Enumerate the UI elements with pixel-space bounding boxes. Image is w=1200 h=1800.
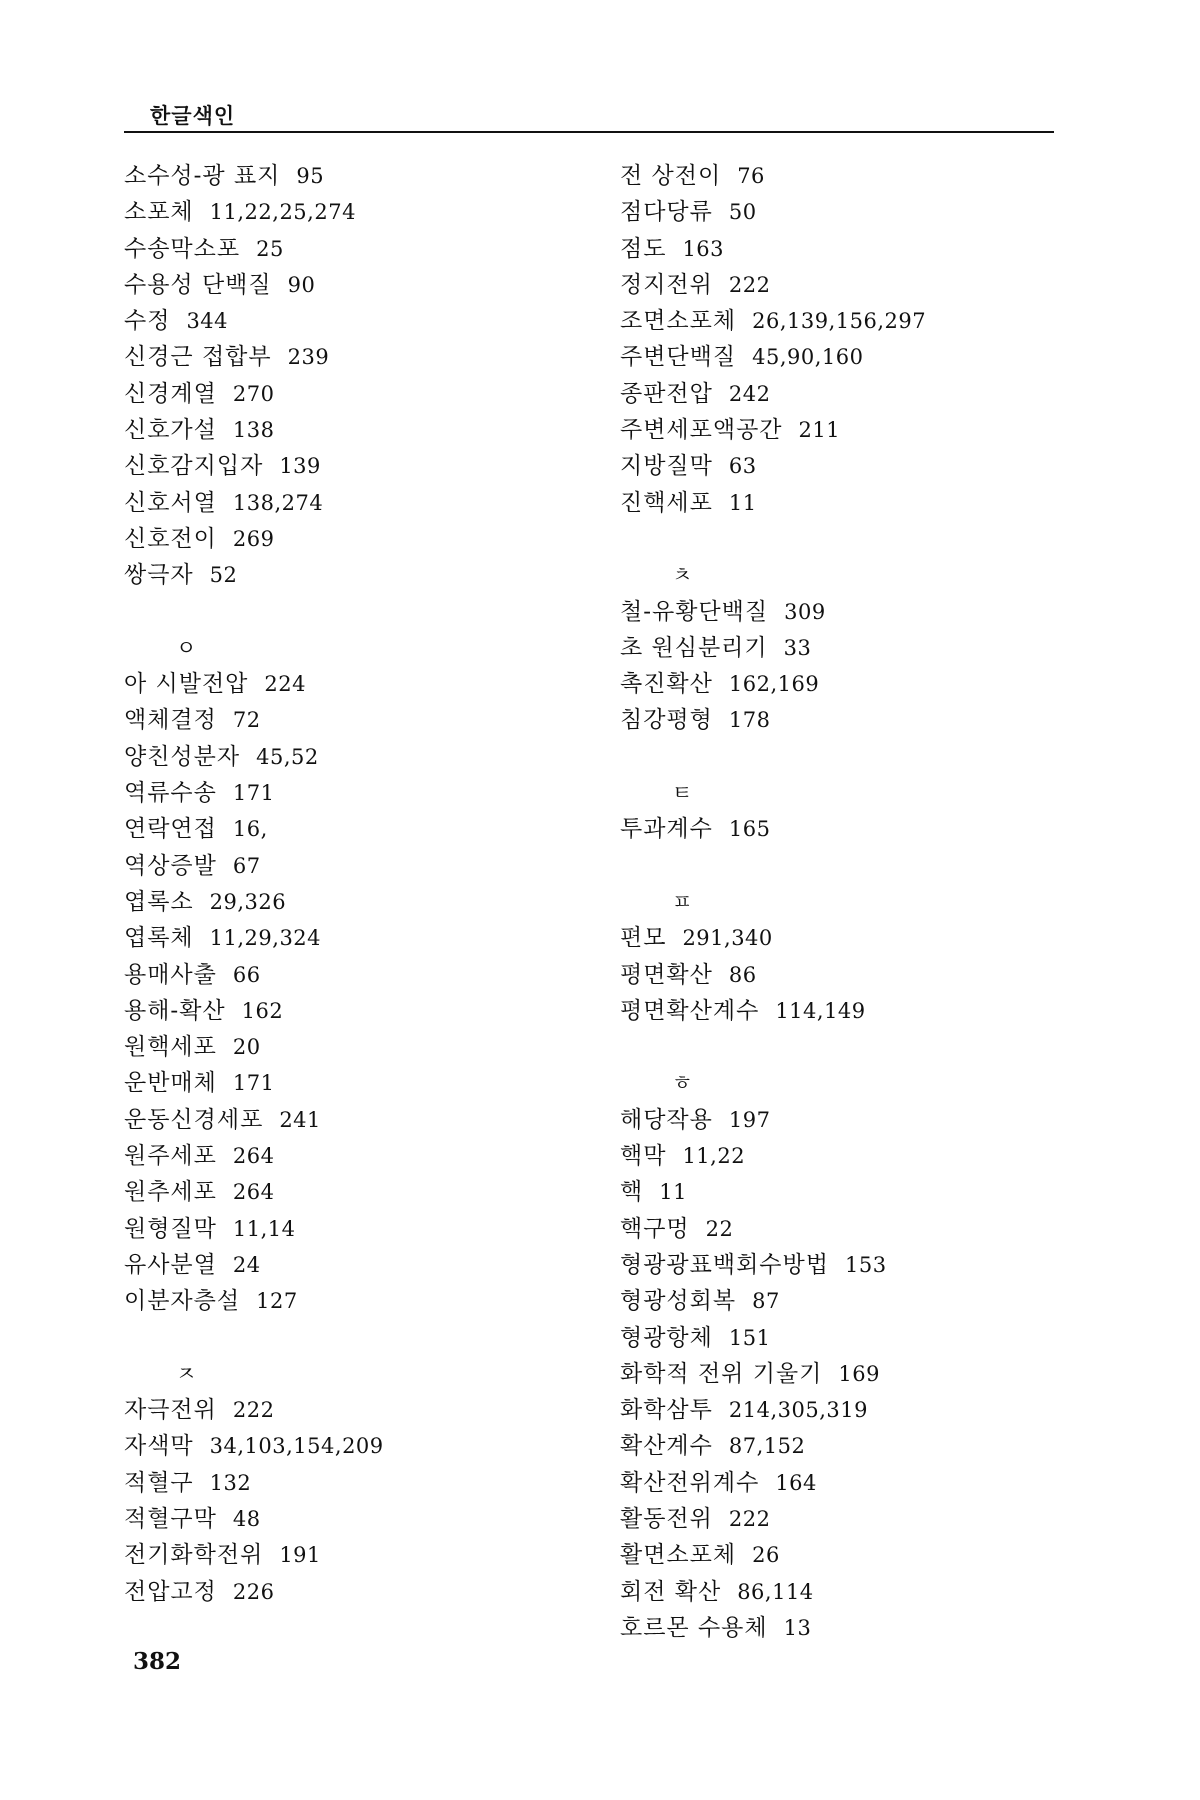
index-entry <box>124 557 584 593</box>
index-entry <box>124 848 584 884</box>
page-references: 11,22 <box>682 1144 746 1169</box>
page-references: 29,326 <box>209 889 287 914</box>
index-entry <box>620 1211 1080 1247</box>
page-references: 178 <box>728 708 771 733</box>
index-entry <box>124 1501 584 1537</box>
entry-group <box>620 920 1080 1029</box>
index-term: 수송막소포 <box>124 235 241 262</box>
index-term: 호르몬 수용체 <box>620 1614 768 1641</box>
index-term: 역상증발 <box>124 852 217 879</box>
page-references: 171 <box>232 1071 275 1096</box>
index-entry <box>124 1029 584 1065</box>
index-term: 용매사출 <box>124 961 217 988</box>
index-term: 자색막 <box>124 1433 194 1460</box>
index-entry <box>124 231 584 267</box>
page-references: 90 <box>287 272 316 297</box>
index-entry <box>620 1501 1080 1537</box>
page-references: 33 <box>783 635 812 660</box>
page-references: 86,114 <box>737 1579 814 1604</box>
index-term: 활동전위 <box>620 1505 713 1532</box>
section-gap <box>620 739 1080 775</box>
page-references: 72 <box>232 708 261 733</box>
index-entry <box>124 1537 584 1573</box>
index-term: 자극전위 <box>124 1397 217 1424</box>
index-term: 신호서열 <box>124 489 217 516</box>
index-entry <box>620 485 1080 521</box>
page-references: 11,29,324 <box>209 926 322 951</box>
page-references: 138 <box>232 418 275 443</box>
entry-group <box>124 666 584 1319</box>
page-references: 52 <box>209 563 238 588</box>
index-term: 액체결정 <box>124 707 217 734</box>
entry-group <box>620 1102 1080 1646</box>
page-references: 34,103,154,209 <box>209 1434 384 1459</box>
index-term: 주변단백질 <box>620 344 737 371</box>
index-entry <box>620 957 1080 993</box>
index-entry <box>620 1174 1080 1210</box>
page-references: 25 <box>256 236 284 261</box>
index-entry <box>620 339 1080 375</box>
page-references: 87 <box>752 1289 780 1314</box>
index-entry <box>124 376 584 412</box>
page-references: 11,22,25,274 <box>209 200 356 225</box>
page-references: 162 <box>241 998 284 1023</box>
index-term: 촉진확산 <box>620 671 713 698</box>
entry-group <box>124 1392 584 1610</box>
index-term: 양친성분자 <box>124 743 241 770</box>
entry-group <box>620 158 1080 521</box>
page-references: 138,274 <box>232 490 324 515</box>
page-references: 269 <box>232 526 275 551</box>
index-term: 역류수송 <box>124 780 217 807</box>
page-references: 11,14 <box>232 1216 296 1241</box>
index-entry <box>124 1247 584 1283</box>
index-entry <box>620 303 1080 339</box>
index-entry <box>620 993 1080 1029</box>
index-term: 화학삼투 <box>620 1397 713 1424</box>
index-entry <box>620 194 1080 230</box>
index-entry <box>620 1356 1080 1392</box>
page-references: 26 <box>752 1543 780 1568</box>
page-references: 211 <box>798 418 841 443</box>
index-term: 형광항체 <box>620 1324 713 1351</box>
page-references: 50 <box>728 200 757 225</box>
index-term: 전압고정 <box>124 1578 217 1605</box>
index-entry <box>124 1174 584 1210</box>
index-term: 침강평형 <box>620 707 713 734</box>
index-term: 핵 <box>620 1179 644 1206</box>
page-references: 197 <box>728 1107 771 1132</box>
index-term: 확산계수 <box>620 1433 713 1460</box>
page-references: 242 <box>728 381 771 406</box>
index-term: 운동신경세포 <box>124 1106 264 1133</box>
index-entry <box>620 630 1080 666</box>
index-term: 핵구멍 <box>620 1215 690 1242</box>
page-references: 26,139,156,297 <box>752 309 927 334</box>
page-references: 226 <box>232 1579 275 1604</box>
index-term: 점도 <box>620 235 667 262</box>
index-term: 신호감지입자 <box>124 453 264 480</box>
index-term: 확산전위계수 <box>620 1469 760 1496</box>
index-entry <box>124 920 584 956</box>
page-references: 45,52 <box>256 744 319 769</box>
page-references: 48 <box>232 1506 261 1531</box>
index-entry <box>124 412 584 448</box>
index-term: 형광광표백회수방법 <box>620 1251 829 1278</box>
index-term: 주변세포액공간 <box>620 417 783 444</box>
index-entry <box>620 811 1080 847</box>
page-references: 66 <box>232 962 261 987</box>
page-references: 264 <box>232 1180 275 1205</box>
index-entry <box>124 1428 584 1464</box>
index-entry <box>124 811 584 847</box>
page-references: 241 <box>279 1107 321 1132</box>
index-entry <box>124 702 584 738</box>
page-references: 87,152 <box>728 1434 806 1459</box>
section-gap <box>124 1320 584 1356</box>
index-entry <box>620 702 1080 738</box>
index-term: 회전 확산 <box>620 1578 722 1605</box>
index-term: 신경근 접합부 <box>124 344 272 371</box>
page-references: 224 <box>264 672 306 697</box>
index-entry <box>124 993 584 1029</box>
page-references: 264 <box>232 1144 275 1169</box>
entry-group <box>620 811 1080 847</box>
page-references: 222 <box>232 1398 275 1423</box>
index-entry <box>124 957 584 993</box>
index-entry <box>124 1574 584 1610</box>
page-references: 222 <box>728 272 771 297</box>
index-term: 엽록체 <box>124 925 194 952</box>
page-references: 239 <box>287 345 330 370</box>
running-head: 한글색인 <box>150 104 236 128</box>
page-references: 309 <box>784 599 826 624</box>
index-term: 수정 <box>124 308 171 335</box>
index-term: 철-유황단백질 <box>620 598 769 625</box>
section-gap <box>620 521 1080 557</box>
index-entry <box>620 376 1080 412</box>
index-term: 조면소포체 <box>620 308 737 335</box>
index-term: 이분자층설 <box>124 1288 241 1315</box>
index-term: 원형질막 <box>124 1215 217 1242</box>
index-term: 전 상전이 <box>620 163 722 189</box>
index-term: 형광성회복 <box>620 1288 737 1315</box>
index-entry <box>620 267 1080 303</box>
index-term: 신경계열 <box>124 380 217 407</box>
index-entry <box>620 1465 1080 1501</box>
page-references: 16, <box>232 817 268 842</box>
section-heading-ieung: ㅇ <box>176 635 197 660</box>
index-entry <box>620 1283 1080 1319</box>
index-entry <box>124 739 584 775</box>
index-entry <box>620 594 1080 630</box>
index-entry <box>124 1138 584 1174</box>
index-term: 진핵세포 <box>620 489 713 516</box>
page-references: 163 <box>682 236 725 261</box>
page-references: 270 <box>232 381 275 406</box>
entry-group <box>620 594 1080 739</box>
index-entry <box>124 485 584 521</box>
page-references: 191 <box>279 1543 321 1568</box>
index-term: 용해-확산 <box>124 997 226 1024</box>
index-term: 점다당류 <box>620 199 713 226</box>
page-references: 76 <box>737 164 765 188</box>
section-gap <box>620 848 1080 884</box>
index-entry <box>124 1392 584 1428</box>
index-term: 적혈구막 <box>124 1505 217 1532</box>
page-references: 344 <box>186 309 229 334</box>
index-term: 아 시발전압 <box>124 671 249 698</box>
entry-group <box>124 158 584 594</box>
index-entry <box>124 521 584 557</box>
index-term: 평면확산 <box>620 961 713 988</box>
index-term: 운반매체 <box>124 1070 217 1097</box>
page-number: 382 <box>133 1648 182 1675</box>
index-entry <box>124 666 584 702</box>
index-entry <box>124 1283 584 1319</box>
index-term: 원추세포 <box>124 1179 217 1206</box>
index-entry <box>620 231 1080 267</box>
page-references: 127 <box>256 1289 298 1314</box>
index-entry <box>124 158 584 194</box>
page-references: 214,305,319 <box>728 1398 868 1423</box>
index-term: 신호전이 <box>124 525 217 552</box>
index-term: 엽록소 <box>124 888 194 915</box>
index-term: 지방질막 <box>620 453 713 480</box>
page-references: 67 <box>232 853 261 878</box>
index-term: 쌍극자 <box>124 562 194 589</box>
page-references: 24 <box>232 1252 261 1277</box>
index-entry <box>620 920 1080 956</box>
page-references: 222 <box>728 1506 771 1531</box>
index-term: 해당작용 <box>620 1106 713 1133</box>
index-term: 소포체 <box>124 199 194 226</box>
section-heading-chieut: ㅊ <box>672 563 693 588</box>
page-references: 20 <box>232 1035 261 1060</box>
index-term: 초 원심분리기 <box>620 634 768 661</box>
index-entry <box>124 1211 584 1247</box>
index-term: 종판전압 <box>620 380 713 407</box>
page-references: 165 <box>728 817 771 842</box>
index-term: 수용성 단백질 <box>124 271 272 298</box>
index-term: 원핵세포 <box>124 1034 217 1061</box>
page-references: 45,90,160 <box>752 345 864 370</box>
index-entry <box>620 1102 1080 1138</box>
index-term: 평면확산계수 <box>620 997 760 1024</box>
index-entry <box>124 1102 584 1138</box>
page-references: 151 <box>728 1325 771 1350</box>
index-entry <box>124 339 584 375</box>
page-references: 63 <box>728 454 757 479</box>
page-references: 22 <box>705 1216 734 1241</box>
page-references: 11 <box>659 1180 687 1205</box>
section-gap <box>620 1029 1080 1065</box>
page-references: 171 <box>232 781 275 806</box>
index-entry <box>620 666 1080 702</box>
index-entry <box>124 303 584 339</box>
index-entry <box>620 1537 1080 1573</box>
index-entry <box>620 158 1080 194</box>
index-entry <box>620 1320 1080 1356</box>
index-entry <box>620 1392 1080 1428</box>
index-term: 편모 <box>620 925 667 952</box>
index-entry <box>620 412 1080 448</box>
page-references: 132 <box>209 1470 252 1495</box>
page-references: 95 <box>296 164 325 188</box>
section-heading-hieut: ㅎ <box>672 1071 693 1096</box>
section-heading-pieup: ㅍ <box>672 889 693 914</box>
page-references: 153 <box>844 1252 887 1277</box>
index-entry <box>620 1428 1080 1464</box>
index-entry <box>124 884 584 920</box>
index-column-left <box>124 158 584 1610</box>
index-entry <box>620 1247 1080 1283</box>
page-references: 86 <box>728 962 757 987</box>
index-term: 화학적 전위 기울기 <box>620 1360 823 1387</box>
index-term: 소수성-광 표지 <box>124 163 281 189</box>
index-term: 활면소포체 <box>620 1542 737 1569</box>
index-term: 원주세포 <box>124 1143 217 1170</box>
index-entry <box>124 1065 584 1101</box>
section-heading-tieut: ㅌ <box>672 781 693 806</box>
index-term: 투과계수 <box>620 816 713 843</box>
page-references: 291,340 <box>682 926 773 951</box>
index-entry <box>620 1574 1080 1610</box>
index-entry <box>124 267 584 303</box>
page-references: 139 <box>279 454 321 479</box>
index-column-right <box>620 158 1080 1646</box>
index-term: 전기화학전위 <box>124 1542 264 1569</box>
page-references: 169 <box>838 1361 880 1386</box>
index-entry <box>620 1138 1080 1174</box>
page-references: 11 <box>728 490 757 515</box>
index-entry <box>620 448 1080 484</box>
index-entry <box>124 448 584 484</box>
index-entry <box>620 1610 1080 1646</box>
index-term: 유사분열 <box>124 1251 217 1278</box>
page-references: 164 <box>775 1470 817 1495</box>
index-entry <box>124 1465 584 1501</box>
index-entry <box>124 194 584 230</box>
index-term: 적혈구 <box>124 1469 194 1496</box>
section-gap <box>124 594 584 630</box>
page-references: 13 <box>783 1615 812 1640</box>
header-rule <box>124 131 1054 133</box>
index-term: 신호가설 <box>124 417 217 444</box>
index-entry <box>124 775 584 811</box>
index-term: 핵막 <box>620 1143 667 1170</box>
page-references: 162,169 <box>728 672 820 697</box>
section-heading-jieut: ㅈ <box>176 1361 197 1386</box>
index-term: 연락연접 <box>124 816 217 843</box>
page-references: 114,149 <box>775 998 866 1023</box>
index-term: 정지전위 <box>620 271 713 298</box>
